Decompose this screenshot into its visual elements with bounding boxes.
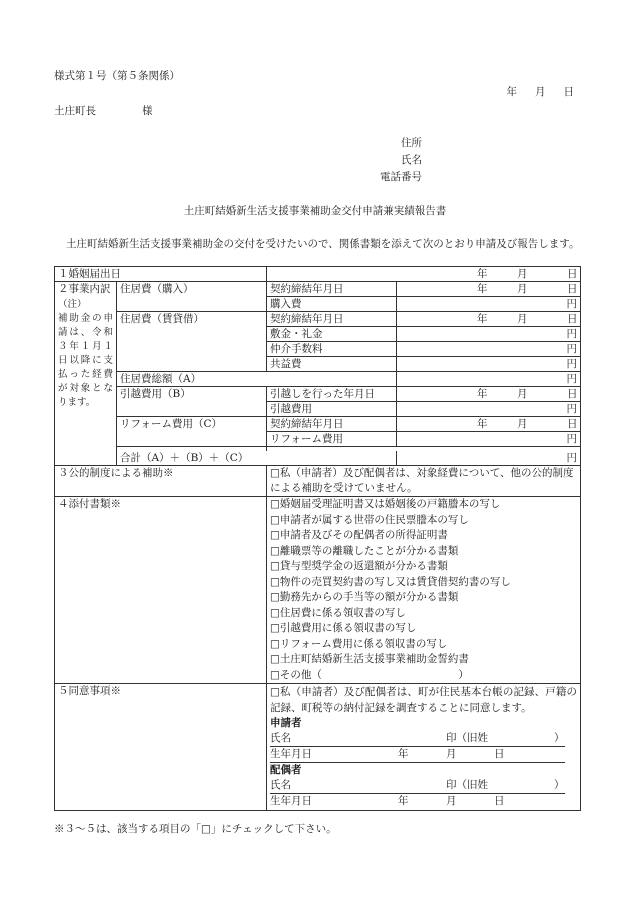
attachment-checkbox[interactable]: □引越費用に係る領収書の写し xyxy=(270,622,417,634)
reform-contract-date-field[interactable] xyxy=(397,417,581,432)
unit-year: 年 xyxy=(477,283,488,295)
date-month: 月 xyxy=(535,86,546,98)
date-year: 年 xyxy=(506,86,517,98)
breakdown-label: ２事業内訳 xyxy=(58,283,111,295)
consent-cell xyxy=(267,684,581,811)
moving-cost-label: 引越費用 xyxy=(267,402,397,417)
application-table xyxy=(54,266,581,811)
unit-year: 年 xyxy=(477,388,488,400)
addressee-suffix: 様 xyxy=(142,105,153,117)
moving-label: 引越費用（B） xyxy=(117,387,267,417)
unit-year: 年 xyxy=(398,748,409,760)
reform-cost-label: リフォーム費用 xyxy=(267,432,397,447)
table-row xyxy=(55,417,581,432)
attachment-checkbox[interactable]: □勤務先からの手当等の額が分かる書類 xyxy=(270,591,459,603)
purchase-cost-label: 購入費 xyxy=(267,297,397,312)
phone-label: 電話番号 xyxy=(380,171,422,183)
reform-cost-field[interactable]: 円 xyxy=(397,432,581,447)
rent-label: 住居費（賃貸借） xyxy=(117,312,267,372)
reform-contract-date-label: 契約締結年月日 xyxy=(267,417,397,432)
common-fee-field[interactable]: 円 xyxy=(397,357,581,372)
reform-label: リフォーム費用（C） xyxy=(117,417,267,447)
applicant-birth-label: 生年月日 xyxy=(270,748,312,760)
unit-month: 月 xyxy=(446,748,457,760)
housing-total-label: 住居費総額（A） xyxy=(117,372,397,387)
unit-month: 月 xyxy=(517,418,528,430)
addressee-name: 土庄町長 xyxy=(54,105,96,117)
table-row xyxy=(55,451,581,466)
applicant-name-label: 氏名 xyxy=(270,732,291,744)
attachments-list xyxy=(267,497,581,684)
table-row xyxy=(55,684,581,811)
applicant-name-line[interactable] xyxy=(270,731,565,747)
common-fee-label: 共益費 xyxy=(267,357,397,372)
deposit-field[interactable]: 円 xyxy=(397,327,581,342)
addressee xyxy=(54,105,153,119)
footnote: ※３～５は、該当する項目の「□」にチェックして下さい。 xyxy=(54,823,337,835)
applicant-seal-label: 印（旧姓 xyxy=(446,732,488,744)
unit-day: 日 xyxy=(494,748,505,760)
unit-day: 日 xyxy=(567,313,578,325)
table-row xyxy=(55,282,581,297)
attachment-checkbox[interactable]: □土庄町結婚新生活支援事業補助金誓約書 xyxy=(270,653,469,665)
intro-paragraph: 土庄町結婚新生活支援事業補助金の交付を受けたいので、関係書類を添えて次のとおり申請及び報告します。 xyxy=(66,238,580,250)
public-subsidy-label: ３公的制度による補助※ xyxy=(55,466,267,497)
applicant-birth-line[interactable] xyxy=(270,747,565,763)
table-row xyxy=(55,466,581,497)
unit-month: 月 xyxy=(517,313,528,325)
spouse-birth-label: 生年月日 xyxy=(270,795,312,807)
spouse-heading: 配偶者 xyxy=(270,764,302,776)
table-row xyxy=(55,387,581,402)
rent-contract-date-label: 契約締結年月日 xyxy=(267,312,397,327)
attachment-checkbox[interactable]: □離職票等の離職したことが分かる書類 xyxy=(270,544,459,557)
applicant-heading: 申請者 xyxy=(270,717,302,729)
table-row xyxy=(55,312,581,327)
attachment-checkbox[interactable]: □申請者が属する世帯の住民票謄本の写し xyxy=(270,513,469,526)
marriage-date-field[interactable] xyxy=(267,267,581,282)
applicant-info xyxy=(376,137,422,188)
submission-date xyxy=(507,86,575,100)
consent-checkbox[interactable]: □私（申請者）及び配偶者は、町が住民基本台帳の記録、戸籍の記録、町税等の納付記録を調査することに同意します。 xyxy=(270,686,577,714)
table-row xyxy=(55,497,581,684)
date-day: 日 xyxy=(563,86,574,98)
breakdown-note-heading: （注） xyxy=(58,299,87,310)
unit-day: 日 xyxy=(494,795,505,807)
public-subsidy-checkbox[interactable]: □私（申請者）及び配偶者は、対象経費について、他の公的制度による補助を受けていません。 xyxy=(267,466,581,497)
attachment-checkbox[interactable]: □住居費に係る領収書の写し xyxy=(270,606,406,619)
rent-contract-date-field[interactable] xyxy=(397,312,581,327)
applicant-close-paren: ） xyxy=(554,732,565,744)
purchase-label: 住居費（購入） xyxy=(117,282,267,312)
purchase-cost-field[interactable]: 円 xyxy=(397,297,581,312)
agent-fee-label: 仲介手数料 xyxy=(267,342,397,357)
address-label: 住所 xyxy=(401,137,422,149)
form-number: 様式第１号（第５条関係） xyxy=(54,70,180,82)
unit-month: 月 xyxy=(517,388,528,400)
breakdown-label-cell xyxy=(55,282,117,466)
attachment-checkbox[interactable]: □貸与型奨学金の返還額が分かる書類 xyxy=(270,560,448,572)
attachments-label: ４添付書類※ xyxy=(55,497,267,684)
grand-total-field[interactable]: 円 xyxy=(397,451,581,466)
moving-date-label: 引越しを行った年月日 xyxy=(267,387,397,402)
moving-date-field[interactable] xyxy=(397,387,581,402)
agent-fee-field[interactable]: 円 xyxy=(397,342,581,357)
unit-year: 年 xyxy=(398,795,409,807)
attachment-checkbox[interactable]: □物件の売買契約書の写し又は賃貸借契約書の写し xyxy=(270,575,511,588)
spouse-name-label: 氏名 xyxy=(270,779,291,791)
spouse-name-line[interactable] xyxy=(270,778,565,794)
housing-total-field[interactable]: 円 xyxy=(397,372,581,387)
unit-day: 日 xyxy=(567,418,578,430)
table-row xyxy=(55,372,581,387)
attachment-checkbox[interactable]: □その他（ ） xyxy=(270,668,469,681)
unit-year: 年 xyxy=(477,313,488,325)
purchase-contract-date-field[interactable] xyxy=(397,282,581,297)
moving-cost-field[interactable]: 円 xyxy=(397,402,581,417)
marriage-date-label: １婚姻届出日 xyxy=(55,267,267,282)
document-title: 土庄町結婚新生活支援事業補助金交付申請兼実績報告書 xyxy=(183,205,447,217)
deposit-label: 敷金・礼金 xyxy=(267,327,397,342)
unit-month: 月 xyxy=(446,795,457,807)
breakdown-note: 補助金の申請は、令和３年１月１日以降に支払った経費が対象となります。 xyxy=(58,313,113,408)
unit-day: 日 xyxy=(567,388,578,400)
unit-day: 日 xyxy=(567,283,578,295)
attachment-checkbox[interactable]: □婚姻届受理証明書又は婚姻後の戸籍謄本の写し xyxy=(270,498,501,510)
table-row xyxy=(55,267,581,282)
unit-month: 月 xyxy=(517,268,528,280)
consent-label: ５同意事項※ xyxy=(55,684,267,811)
spouse-close-paren: ） xyxy=(554,779,565,791)
attachment-checkbox[interactable]: □リフォーム費用に係る領収書の写し xyxy=(270,637,448,650)
spouse-seal-label: 印（旧姓 xyxy=(446,779,488,791)
unit-month: 月 xyxy=(517,283,528,295)
unit-day: 日 xyxy=(567,268,578,280)
spouse-birth-line[interactable] xyxy=(270,794,565,810)
unit-year: 年 xyxy=(477,268,488,280)
grand-total-label: 合計（A）＋（B）＋（C） xyxy=(117,451,397,466)
unit-year: 年 xyxy=(477,418,488,430)
attachment-checkbox[interactable]: □申請者及びその配偶者の所得証明書 xyxy=(270,529,448,541)
purchase-contract-date-label: 契約締結年月日 xyxy=(267,282,397,297)
name-label: 氏名 xyxy=(401,154,422,166)
